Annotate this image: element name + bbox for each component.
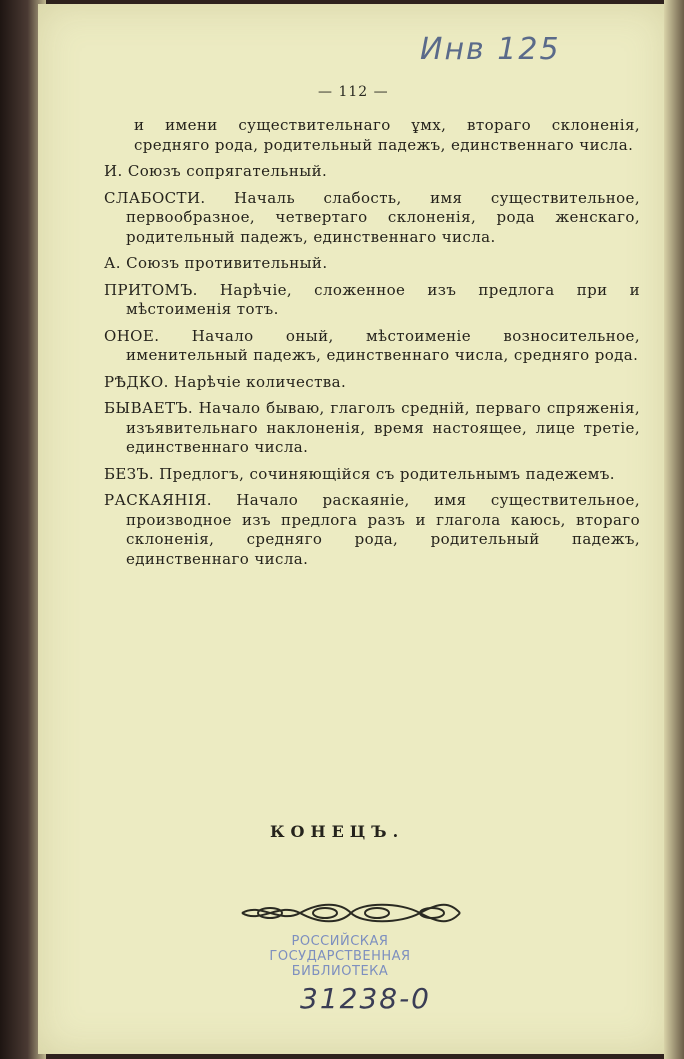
inventory-note: Инв 125 xyxy=(420,32,561,67)
ornament-divider xyxy=(240,898,462,928)
entry-continued: и имени существительнаго ұмх, втораго склоненія, средняго рода, родительный падежъ, единственнаго числа. xyxy=(134,116,640,154)
page-body xyxy=(104,116,640,576)
page-edge-shadow xyxy=(664,0,684,1059)
entry-slabosti: СЛАБОСТИ. Началь слабость, имя существительное, первообразное, четвертаго склоненія, рода женскаго, родительный падежъ, единственнаго числа. xyxy=(104,188,640,246)
shelfmark: 31238-0 xyxy=(300,982,431,1015)
entry-byvaet: БЫВАЕТЪ. Начало бываю, глаголъ средній, перваго спряженія, изъявительнаго наклоненія, время настоящее, лице третіе, единственнаго числа. xyxy=(104,399,640,456)
library-stamp xyxy=(250,934,430,979)
entry-pritom: ПРИТОМЪ. Нарѣчіе, сложенное изъ предлога при и мѣстоименія тотъ. xyxy=(104,280,640,318)
entry-redko: РѢДКО. Нарѣчіе количества. xyxy=(104,372,347,391)
entry-a: А. Союзъ противительный. xyxy=(104,254,328,272)
entry-i: И. Союзъ сопрягательный. xyxy=(104,162,328,180)
entry-onoe: ОНОЕ. Начало оный, мѣстоименіе возносительное, именительный падежъ, единственнаго числа, средняго рода. xyxy=(104,326,640,364)
entry-raskayaniya: РАСКАЯНІЯ. Начало раскаяніе, имя существительное, производное изъ предлога разъ и глагола каюсь, втораго склоненія, средняго рода, родительный падежъ, единственнаго числа. xyxy=(104,491,640,568)
stamp-line-3: БИБЛИОТЕКА xyxy=(291,964,389,979)
entry-bez: БЕЗЪ. Предлогъ, сочиняющійся съ родительнымъ падежемъ. xyxy=(104,464,615,483)
stamp-line-2: ГОСУДАРСТВЕННАЯ xyxy=(269,949,411,964)
stamp-line-1: РОССИЙСКАЯ xyxy=(291,934,389,949)
end-word: КОНЕЦЪ. xyxy=(270,822,405,841)
page-number: — 112 — xyxy=(318,84,389,100)
